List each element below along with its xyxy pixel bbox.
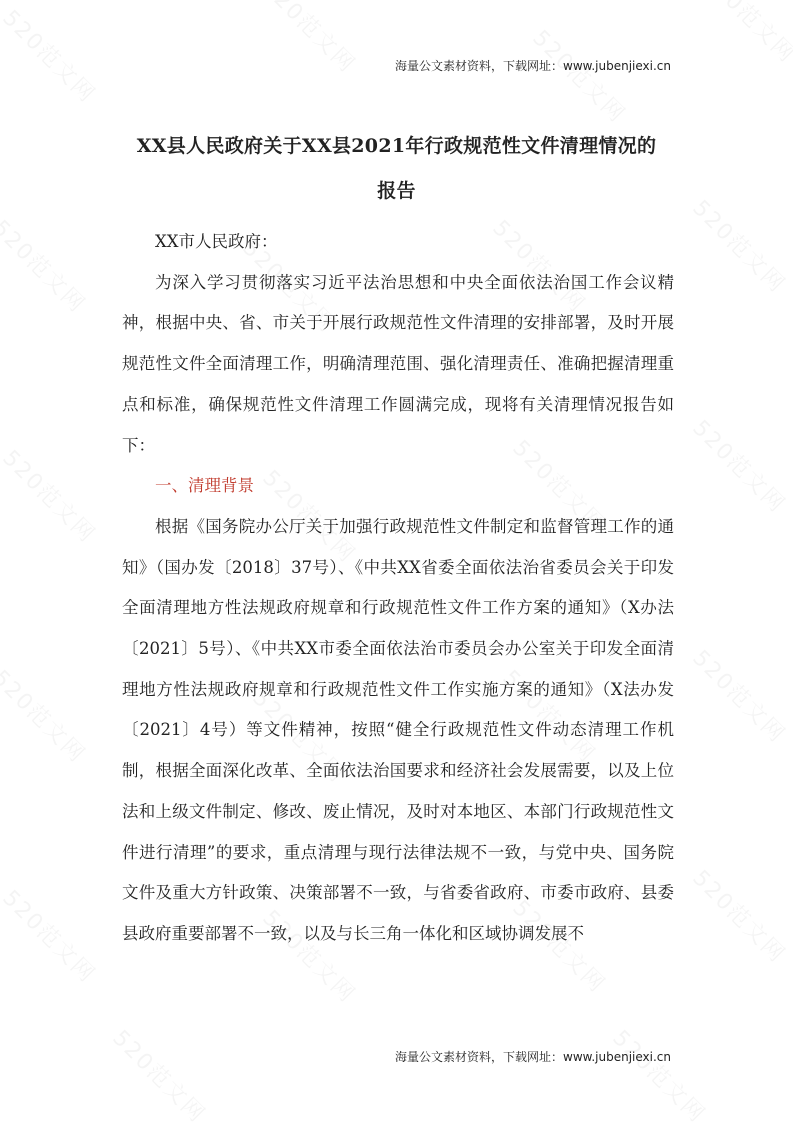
document-body xyxy=(122,222,674,955)
page-footer: 海量公文素材资料，下载网址：www.jubenjiexi.cn xyxy=(395,1050,671,1064)
watermark xyxy=(687,192,793,299)
watermark xyxy=(0,882,103,989)
watermark xyxy=(0,2,103,109)
watermark xyxy=(107,1022,214,1122)
salutation: XX市人民政府： xyxy=(155,232,278,251)
watermark xyxy=(687,412,793,519)
watermark xyxy=(687,642,793,749)
watermark xyxy=(0,442,103,549)
title-line-2: 报告 xyxy=(377,180,416,202)
section-heading: 一、清理背景 xyxy=(155,476,254,496)
watermark xyxy=(607,1022,714,1122)
watermark xyxy=(687,862,793,969)
watermark xyxy=(0,212,93,319)
background-paragraph: 根据《国务院办公厅关于加强行政规范性文件制定和监督管理工作的通知》（国办发〔2018〕37号）、《中共XX省委全面依法治省委员会关于印发全面清理地方性法规政府规章和行政规范性文件工作方案的通知》（X办法〔2021〕5号）、《中共XX市委全面依法治市委员会办公室关于印发全面清理地方性法规政府规章和行政规范性文件工作实施方案的通知》（X法办发〔2021〕4号）等文件精神，按照“健全行政规范性文件动态清理工作机制，根据全面深化改革、全面依法治国要求和经济社会发展需要，以及上位法和上级文件制定、修改、废止情况，及时对本地区、本部门行政规范性文件进行清理”的要求，重点清理与现行法律法规不一致，与党中央、国务院文件及重大方针政策、决策部署不一致，与省委省政府、市委市政府、县委县政府重要部署不一致，以及与长三角一体化和区域协调发展不 xyxy=(122,516,674,943)
title-line-1: XX县人民政府关于XX县2021年行政规范性文件清理情况的 xyxy=(136,135,657,157)
document-title xyxy=(110,124,683,214)
watermark xyxy=(257,0,364,79)
watermark xyxy=(697,0,793,69)
intro-paragraph: 为深入学习贯彻落实习近平法治思想和中央全面依法治国工作会议精神，根据中央、省、市关于开展行政规范性文件清理的安排部署，及时开展规范性文件全面清理工作，明确清理范围、强化清理责任、准确把握清理重点和标准，确保规范性文件清理工作圆满完成，现将有关清理情况报告如下： xyxy=(122,272,674,455)
page-header: 海量公文素材资料，下载网址：www.jubenjiexi.cn xyxy=(395,59,671,73)
watermark xyxy=(0,662,93,769)
watermark xyxy=(527,22,634,129)
